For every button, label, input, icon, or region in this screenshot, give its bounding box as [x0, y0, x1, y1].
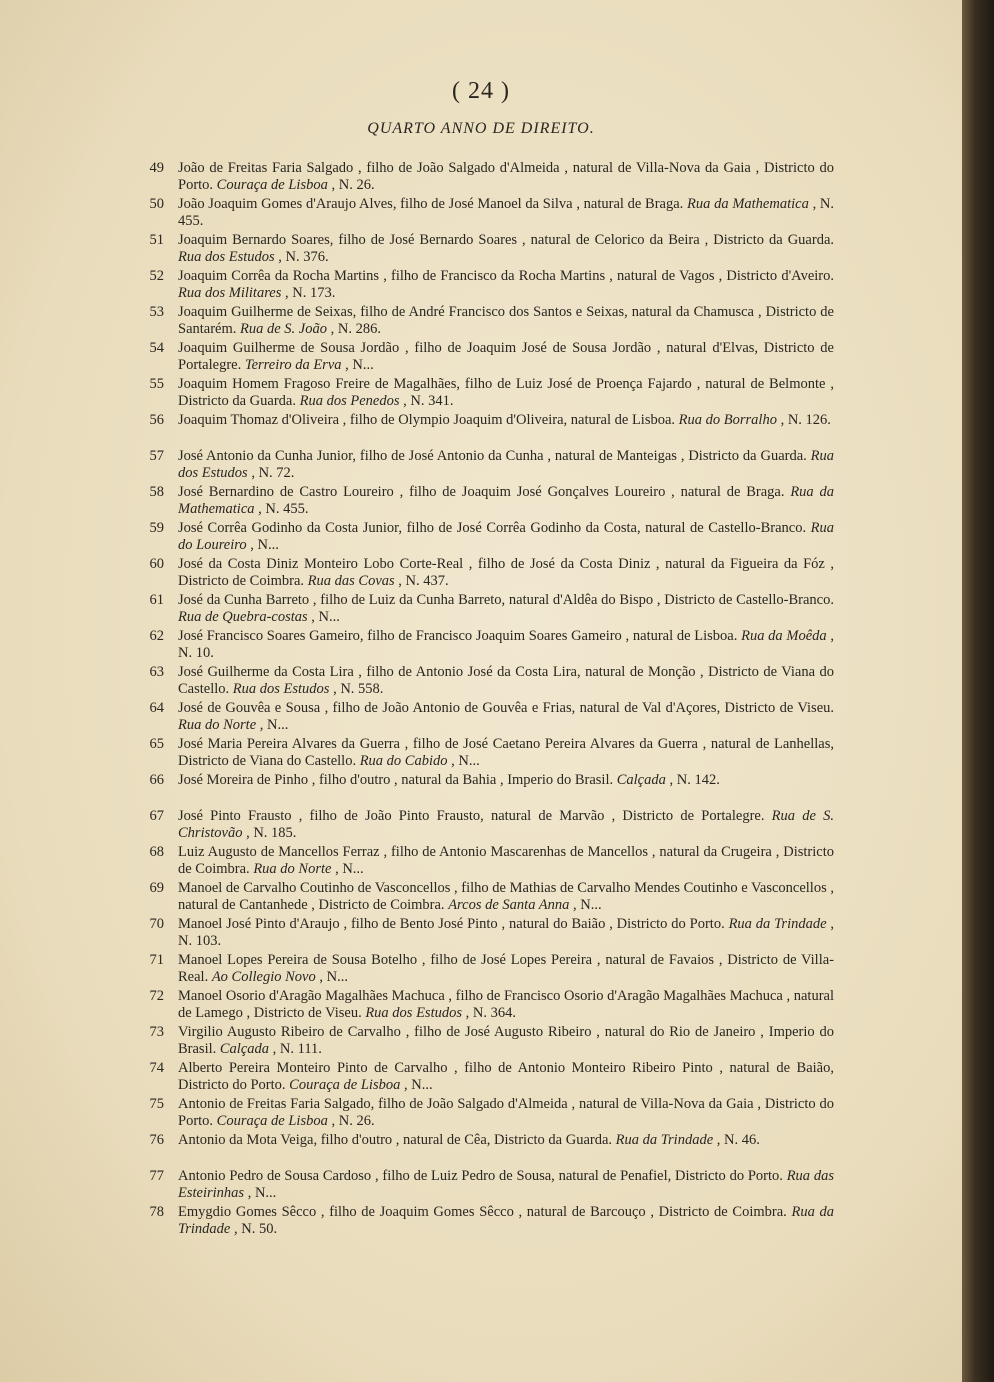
entry-address: Rua das Esteirinhas [178, 1168, 834, 1201]
entry-text [178, 916, 834, 950]
entry-house-number: , N. 286. [330, 321, 381, 337]
entry-number: 68 [149, 844, 164, 860]
entry-description: José da Costa Diniz Monteiro Lobo Corte-Real , filho de José da Costa Diniz , natural da Figueira da Fóz , Districto de Coimbra. [178, 556, 834, 589]
entry-number: 49 [149, 160, 164, 176]
entry-house-number: , N. 26. [331, 177, 375, 193]
entry-text [178, 772, 834, 789]
entry-description: José Antonio da Cunha Junior, filho de José Antonio da Cunha , natural de Manteigas , Districto da Guarda. [178, 448, 807, 464]
entry-text [178, 1132, 834, 1149]
list-item [132, 772, 834, 808]
student-list [132, 160, 834, 1240]
entry-text [178, 520, 834, 554]
entry-house-number: , N... [573, 897, 602, 913]
list-item [132, 664, 834, 700]
entry-number: 67 [149, 808, 164, 824]
entry-text [178, 592, 834, 626]
entry-text [178, 340, 834, 374]
entry-description: Antonio Pedro de Sousa Cardoso , filho de Luiz Pedro de Sousa, natural de Penafiel, Districto do Porto. [178, 1168, 783, 1184]
entry-description: Joaquim Guilherme de Sousa Jordão , filho de Joaquim José de Sousa Jordão , natural d'Elvas, Districto de Portalegre. [178, 340, 834, 373]
entry-number: 78 [149, 1204, 164, 1220]
entry-address: Rua da Moêda [741, 628, 827, 644]
entry-text [178, 700, 834, 734]
entry-house-number: , N. 103. [178, 916, 835, 949]
entry-address: Rua da Trindade [615, 1132, 714, 1148]
book-gutter [962, 0, 994, 1382]
entry-number: 54 [149, 340, 164, 356]
list-item [132, 304, 834, 340]
entry-description: Alberto Pereira Monteiro Pinto de Carvalho , filho de Antonio Monteiro Ribeiro Pinto , natural de Baião, Districto do Porto. [178, 1060, 834, 1093]
list-item [132, 952, 834, 988]
entry-number: 64 [149, 700, 164, 716]
entry-house-number: , N... [250, 537, 279, 553]
entry-address: Rua dos Estudos [232, 681, 330, 697]
entry-number: 50 [149, 196, 164, 212]
entry-house-number: , N... [247, 1185, 277, 1201]
entry-address: Couraça de Lisboa [289, 1077, 401, 1093]
entry-number: 62 [149, 628, 164, 644]
list-item [132, 1132, 834, 1168]
entry-description: José Pinto Frausto , filho de João Pinto Frausto, natural de Marvão , Districto de Portalegre. [178, 808, 765, 824]
entry-address: Rua da Trindade [728, 916, 827, 932]
entry-text [178, 664, 834, 698]
list-item [132, 196, 834, 232]
entry-house-number: , N. 142. [669, 772, 720, 788]
entry-text [178, 376, 834, 410]
entry-address: Rua dos Penedos [299, 393, 400, 409]
entry-house-number: , N... [335, 861, 364, 877]
entry-house-number: , N. 341. [403, 393, 454, 409]
entry-address: Rua do Cabido [359, 753, 448, 769]
entry-description: José Maria Pereira Alvares da Guerra , filho de José Caetano Pereira Alvares da Guerra , natural de Lanhellas, Districto de Viana do Castello. [178, 736, 834, 769]
entry-house-number: , N. 376. [278, 249, 329, 265]
entry-text [178, 196, 834, 230]
entry-text [178, 1204, 834, 1238]
entry-number: 59 [149, 520, 164, 536]
entry-house-number: , N. 185. [246, 825, 297, 841]
page-number: ( 24 ) [452, 78, 510, 104]
entry-description: José de Gouvêa e Sousa , filho de João Antonio de Gouvêa e Frias, natural de Val d'Açores, Districto de Viseu. [178, 700, 834, 716]
entry-text [178, 232, 834, 266]
list-item [132, 232, 834, 268]
entry-description: Antonio de Freitas Faria Salgado, filho de João Salgado d'Almeida , natural de Villa-Nova da Gaia , Districto do Porto. [178, 1096, 834, 1129]
entry-text [178, 160, 834, 194]
entry-description: Antonio da Mota Veiga, filho d'outro , natural de Cêa, Districto da Guarda. [178, 1132, 613, 1148]
entry-description: Joaquim Guilherme de Seixas, filho de André Francisco dos Santos e Seixas, natural da Chamusca , Districto de Santarém. [178, 304, 834, 337]
list-item [132, 1024, 834, 1060]
entry-address: Calçada [616, 772, 666, 788]
entry-address: Rua dos Estudos [178, 448, 835, 481]
entry-description: João de Freitas Faria Salgado , filho de João Salgado d'Almeida , natural de Villa-Nova da Gaia , Districto do Porto. [178, 160, 834, 193]
entry-text [178, 268, 834, 302]
list-item [132, 628, 834, 664]
entry-house-number: , N... [345, 357, 374, 373]
list-item [132, 412, 834, 448]
entry-house-number: , N. 364. [465, 1005, 516, 1021]
entry-description: José Francisco Soares Gameiro, filho de Francisco Joaquim Soares Gameiro , natural de Lisboa. [178, 628, 738, 644]
list-item [132, 268, 834, 304]
entry-number: 52 [149, 268, 164, 284]
entry-description: Joaquim Bernardo Soares, filho de José Bernardo Soares , natural de Celorico da Beira , Districto da Guarda. [178, 232, 834, 248]
entry-address: Rua de Quebra-costas [178, 609, 308, 625]
entry-description: José Guilherme da Costa Lira , filho de Antonio José da Costa Lira, natural de Monção , Districto de Viana do Castello. [178, 664, 834, 697]
entry-house-number: , N. 72. [251, 465, 295, 481]
entry-address: Rua do Norte [253, 861, 332, 877]
entry-description: Joaquim Thomaz d'Oliveira , filho de Olympio Joaquim d'Oliveira, natural de Lisboa. [178, 412, 676, 428]
list-item [132, 340, 834, 376]
list-item [132, 1096, 834, 1132]
entry-description: João Joaquim Gomes d'Araujo Alves, filho de José Manoel da Silva , natural de Braga. [178, 196, 684, 212]
entry-number: 53 [149, 304, 164, 320]
entry-text [178, 1060, 834, 1094]
list-item [132, 916, 834, 952]
entry-address: Ao Collegio Novo [211, 969, 316, 985]
entry-number: 57 [149, 448, 164, 464]
entry-text [178, 448, 834, 482]
entry-house-number: , N. 26. [331, 1113, 375, 1129]
entry-number: 60 [149, 556, 164, 572]
list-item [132, 520, 834, 556]
entry-address: Rua da Mathematica [178, 484, 834, 517]
entry-number: 58 [149, 484, 164, 500]
entry-house-number: , N... [403, 1077, 433, 1093]
list-item [132, 1060, 834, 1096]
entry-number: 70 [149, 916, 164, 932]
entry-house-number: , N. 455. [258, 501, 309, 517]
entry-address: Arcos de Santa Anna [448, 897, 570, 913]
entry-text [178, 484, 834, 518]
entry-address: Rua da Mathematica [687, 196, 809, 212]
entry-house-number: , N. 111. [272, 1041, 322, 1057]
entry-number: 72 [149, 988, 164, 1004]
entry-number: 61 [149, 592, 164, 608]
entry-description: José da Cunha Barreto , filho de Luiz da Cunha Barreto, natural d'Aldêa do Bispo , Districto de Castello-Branco. [178, 592, 834, 608]
entry-text [178, 1096, 834, 1130]
entry-description: José Moreira de Pinho , filho d'outro , natural da Bahia , Imperio do Brasil. [178, 772, 614, 788]
entry-address: Terreiro da Erva [244, 357, 342, 373]
list-item [132, 844, 834, 880]
entry-house-number: , N. 10. [178, 628, 835, 661]
entry-number: 63 [149, 664, 164, 680]
entry-text [178, 988, 834, 1022]
entry-description: Emygdio Gomes Sêcco , filho de Joaquim Gomes Sêcco , natural de Barcouço , Districto de Coimbra. [178, 1204, 787, 1220]
entry-address: Rua das Covas [307, 573, 395, 589]
entry-description: Luiz Augusto de Mancellos Ferraz , filho de Antonio Mascarenhas de Mancellos , natural da Crugeira , Districto de Coimbra. [178, 844, 834, 877]
entry-number: 56 [149, 412, 164, 428]
entry-description: Manoel Osorio d'Aragão Magalhães Machuca , filho de Francisco Osorio d'Aragão Magalhães Machuca , natural de Lamego , Districto de Viseu. [178, 988, 834, 1021]
entry-text [178, 304, 834, 338]
entry-address: Rua da Trindade [178, 1204, 835, 1237]
entry-number: 77 [149, 1168, 164, 1184]
entry-text [178, 736, 834, 770]
entry-text [178, 880, 834, 914]
entry-number: 66 [149, 772, 164, 788]
list-item [132, 592, 834, 628]
entry-address: Rua de S. João [240, 321, 327, 337]
entry-number: 73 [149, 1024, 164, 1040]
entry-description: José Corrêa Godinho da Costa Junior, filho de José Corrêa Godinho da Costa, natural de Castello-Branco. [178, 520, 807, 536]
entry-address: Calçada [219, 1041, 270, 1057]
entry-description: Manoel José Pinto d'Araujo , filho de Bento José Pinto , natural do Baião , Districto do Porto. [178, 916, 725, 932]
entry-description: Virgilio Augusto Ribeiro de Carvalho , filho de José Augusto Ribeiro , natural do Rio de Janeiro , Imperio do Brasil. [178, 1024, 834, 1057]
entry-house-number: , N... [259, 717, 289, 733]
entry-house-number: , N... [319, 969, 348, 985]
entry-address: Rua de S. Christovão [178, 808, 834, 841]
entry-number: 69 [149, 880, 164, 896]
list-item [132, 736, 834, 772]
list-item [132, 376, 834, 412]
entry-house-number: , N. 50. [234, 1221, 278, 1237]
entry-house-number: , N. 46. [716, 1132, 760, 1148]
entry-house-number: , N. 437. [398, 573, 449, 589]
entry-number: 51 [149, 232, 164, 248]
entry-description: Joaquim Homem Fragoso Freire de Magalhães, filho de Luiz José de Proença Fajardo , natural de Belmonte , Districto da Guarda. [178, 376, 834, 409]
entry-number: 76 [149, 1132, 164, 1148]
entry-text [178, 1024, 834, 1058]
list-item [132, 160, 834, 196]
entry-house-number: , N... [451, 753, 480, 769]
entry-house-number: , N... [311, 609, 340, 625]
entry-description: Joaquim Corrêa da Rocha Martins , filho de Francisco da Rocha Martins , natural de Vagos , Districto d'Aveiro. [178, 268, 834, 284]
entry-text [178, 556, 834, 590]
entry-address: Couraça de Lisboa [216, 177, 328, 193]
entry-number: 75 [149, 1096, 164, 1112]
entry-text [178, 844, 834, 878]
entry-text [178, 628, 834, 662]
entry-description: Manoel Lopes Pereira de Sousa Botelho , filho de José Lopes Pereira , natural de Favaios , Districto de Villa-Real. [178, 952, 834, 985]
entry-text [178, 1168, 834, 1202]
list-item [132, 808, 834, 844]
entry-address: Rua dos Militares [178, 285, 282, 301]
entry-text [178, 808, 834, 842]
entry-house-number: , N. 173. [285, 285, 336, 301]
list-item [132, 880, 834, 916]
entry-number: 71 [149, 952, 164, 968]
entry-address: Rua do Loureiro [178, 520, 835, 553]
list-item [132, 988, 834, 1024]
entry-house-number: , N. 455. [178, 196, 835, 229]
entry-description: Manoel de Carvalho Coutinho de Vasconcellos , filho de Mathias de Carvalho Mendes Coutinho e Vasconcellos , natural de Cantanhede , Districto de Coimbra. [178, 880, 834, 913]
entry-description: José Bernardino de Castro Loureiro , filho de Joaquim José Gonçalves Loureiro , natural de Braga. [178, 484, 785, 500]
entry-address: Rua do Norte [178, 717, 257, 733]
page-title: QUARTO ANNO DE DIREITO. [367, 120, 595, 137]
list-item [132, 556, 834, 592]
list-item [132, 700, 834, 736]
entry-address: Rua dos Estudos [365, 1005, 462, 1021]
list-item [132, 1204, 834, 1240]
entry-house-number: , N. 558. [333, 681, 384, 697]
entry-text [178, 412, 834, 429]
entry-address: Couraça de Lisboa [216, 1113, 328, 1129]
entry-number: 55 [149, 376, 164, 392]
entry-address: Rua dos Estudos [178, 249, 275, 265]
list-item [132, 1168, 834, 1204]
list-item [132, 448, 834, 484]
entry-house-number: , N. 126. [780, 412, 831, 428]
entry-address: Rua do Borralho [678, 412, 777, 428]
entry-number: 74 [149, 1060, 164, 1076]
entry-text [178, 952, 834, 986]
entry-number: 65 [149, 736, 164, 752]
list-item [132, 484, 834, 520]
